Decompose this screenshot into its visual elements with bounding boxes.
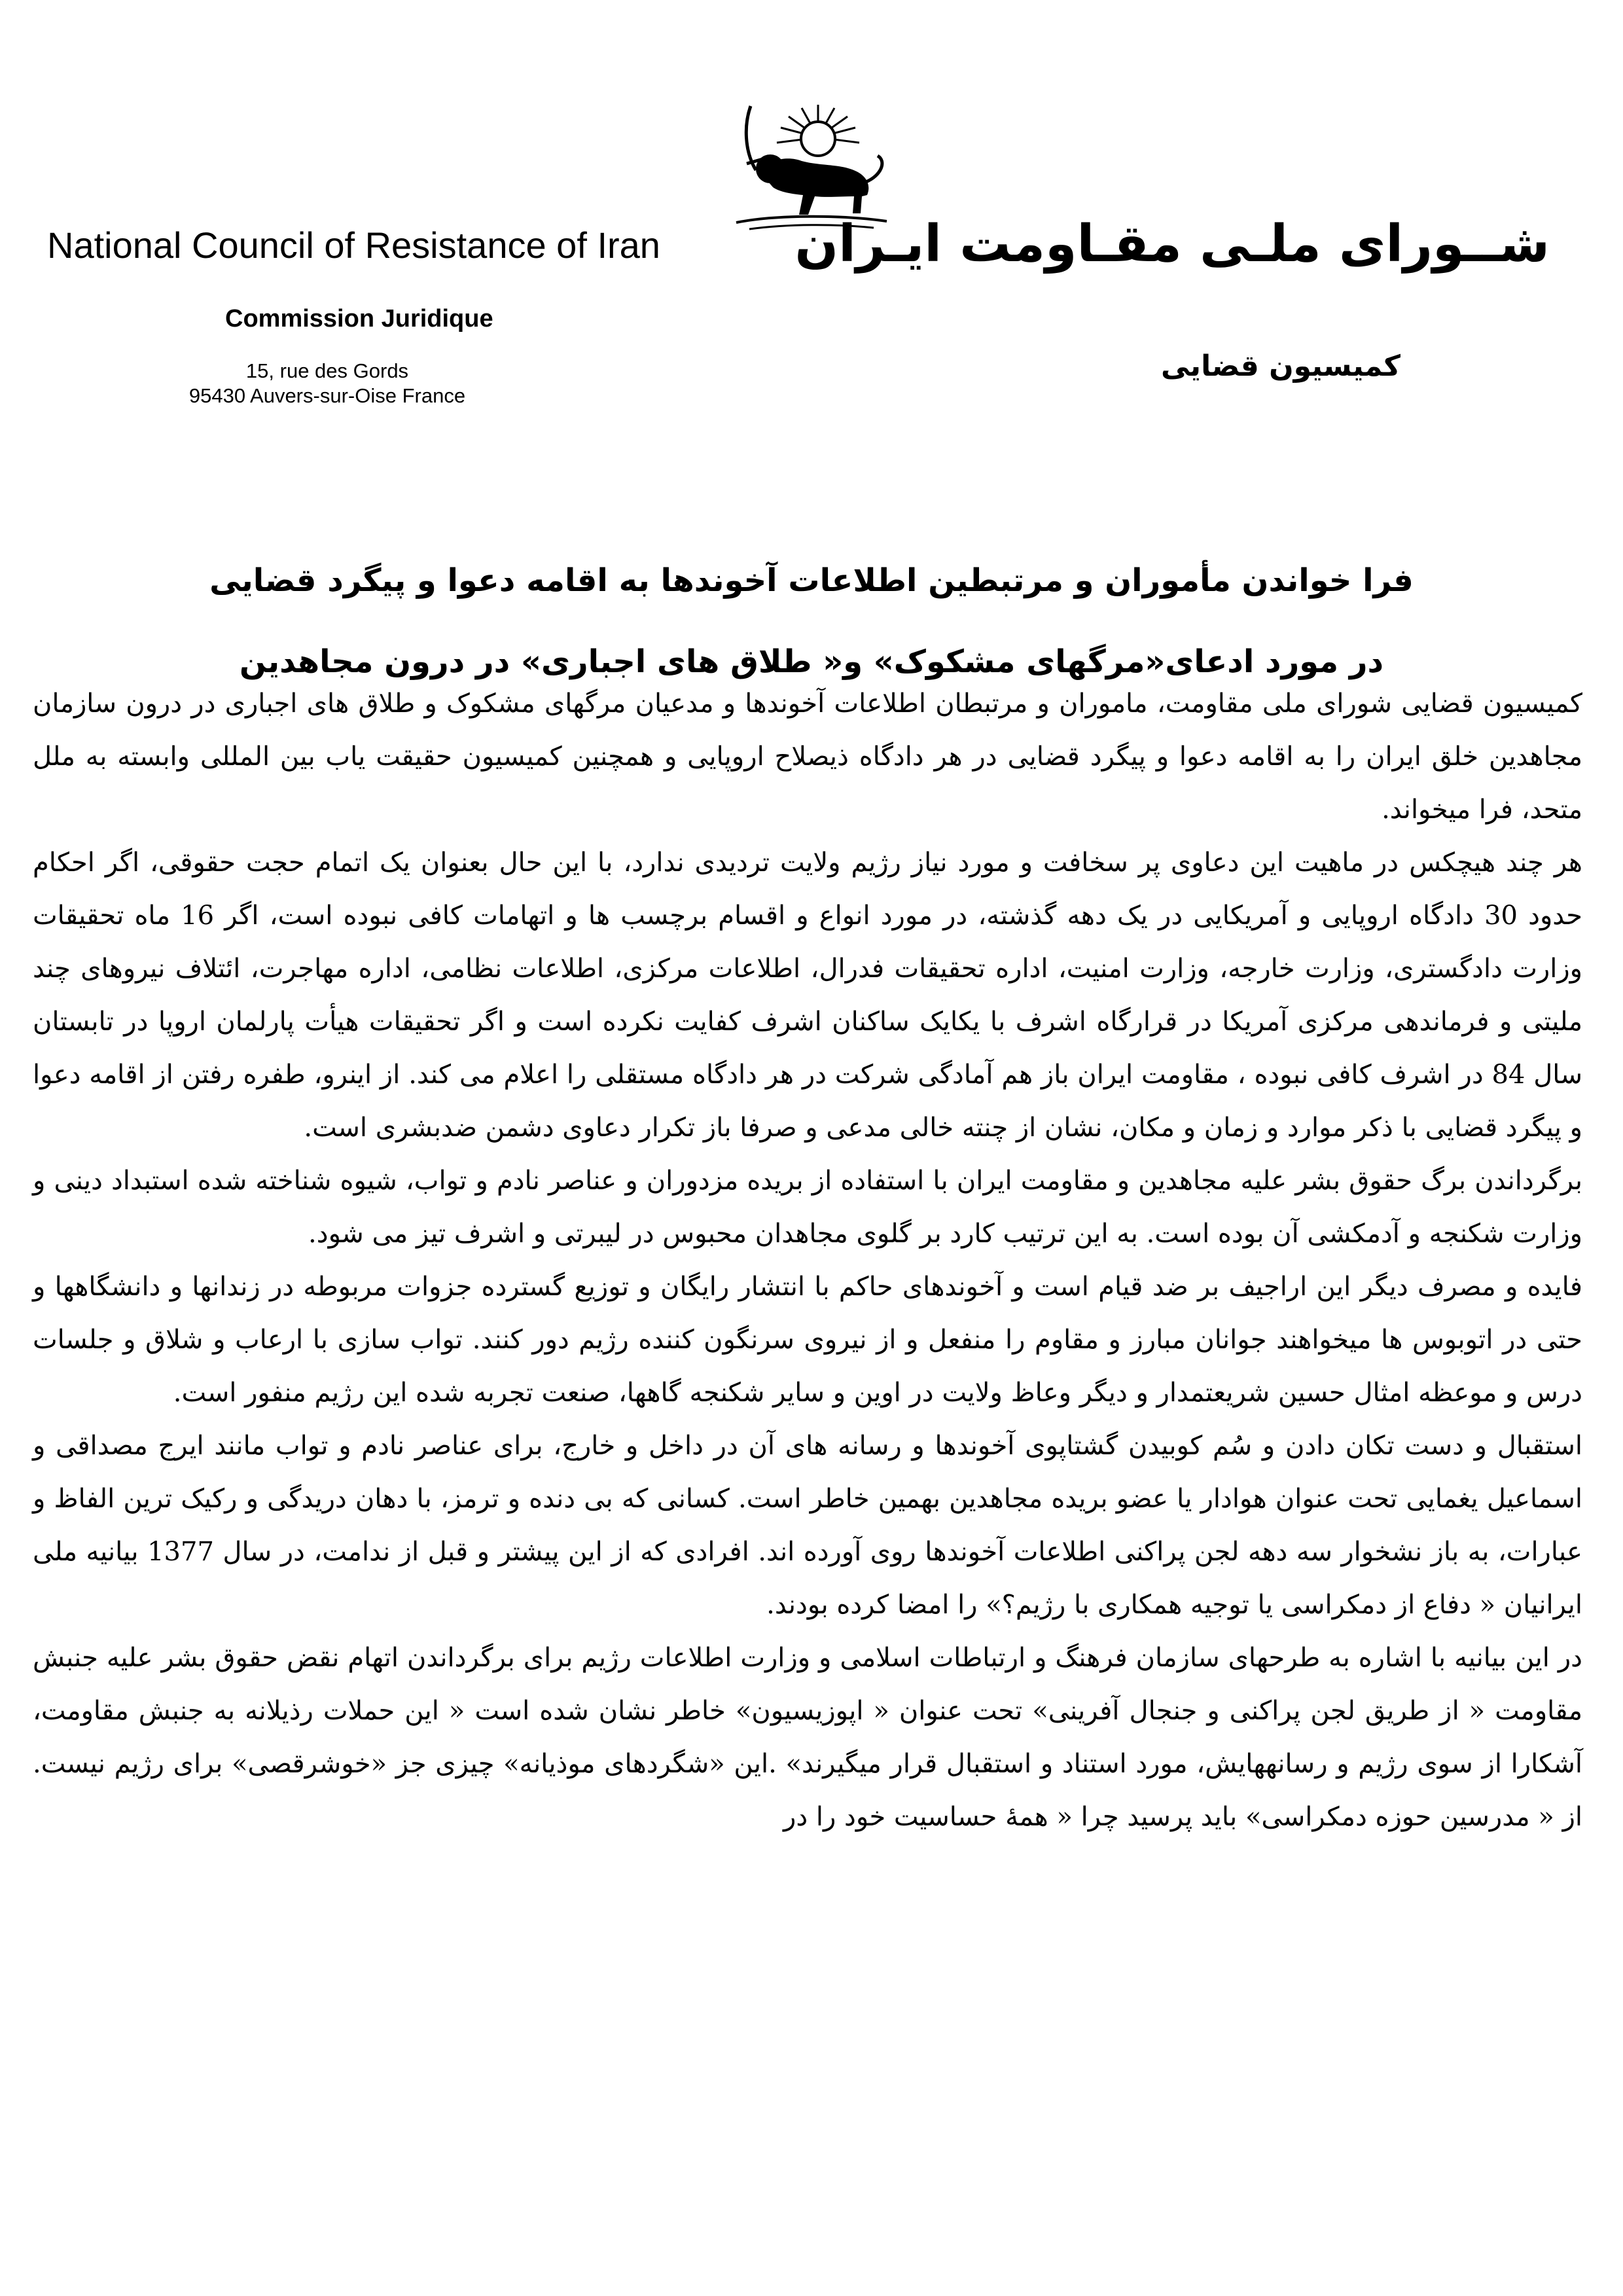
title-line-1: فرا خواندن مأموران و مرتبطین اطلاعات آخوندها به اقامه دعوا و پیگرد قضایی — [209, 562, 1414, 599]
commission-name-en: Commission Juridique — [225, 305, 493, 332]
title-line-2: در مورد ادعای«مرگهای مشکوک» و« طلاق های اجباری» در درون مجاهدین — [239, 643, 1384, 680]
org-name-fa: شــورای ملـی مقـاومت ایـران — [794, 215, 1550, 274]
paragraph: فایده و مصرف دیگر این اراجیف بر ضد قیام است و آخوندهای حاکم با انتشار رایگان و توزیع گسترده جزوات مربوطه در زندانها و دانشگاهها و حتی در اتوبوس ها میخواهند جوانان مبارز و مقاوم را منفعل و از نیروی سرنگون کننده رژیم دور کنند. تواب سازی با ارعاب و شلاق و جلسات درس و موعظه امثال حسین شریعتمدار و دیگر وعاظ ولایت در اوین و سایر شکنجه گاهها، صنعت تجربه شده این رژیم منفور است. — [33, 1272, 1582, 1408]
paragraph: در این بیانیه با اشاره به طرحهای سازمان فرهنگ و ارتباطات اسلامی و وزارت اطلاعات رژیم برای برگرداندن اتهام نقض حقوق بشر علیه جنبش مقاومت « از طریق لجن پراکنی و جنجال آفرینی» تحت عنوان « اپوزیسیون» خاطر نشان شده است « این حملات رذیلانه به جنبش مقاومت، آشکارا از سوی رژیم و رسانههایش، مورد استناد و استقبال قرار میگیرند» .این «شگردهای موذیانه» چیزی جز «خوشرقصی» برای رژیم نیست. از « مدرسین حوزه دمکراسی» باید پرسید چرا « همۀ حساسیت خود را در — [33, 1643, 1582, 1832]
paragraph: کمیسیون قضایی شورای ملی مقاومت، ماموران و مرتبطان اطلاعات آخوندها و مدعیان مرگهای مشکوک و طلاق های اجباری در درون سازمان مجاهدین خلق ایران را به اقامه دعوا و پیگرد قضایی در هر دادگاه ذیصلاح اروپایی و همچنین کمیسیون حقیقت یاب بین المللی وابسته به ملل متحد، فرا میخواند. — [33, 689, 1582, 825]
document-body — [33, 677, 1582, 1844]
commission-name-fa: کمیسیون قضایی — [1161, 350, 1400, 383]
paragraph: هر چند هیچکس در ماهیت این دعاوی پر سخافت و مورد نیاز رژیم ولایت تردیدی ندارد، با این حال بعنوان یک اتمام حجت حقوقی، اگر احکام حدود 30 دادگاه اروپایی و آمریکایی در یک دهه گذشته، در مورد انواع و اقسام برچسب ها و اتهامات کافی نبوده است، اگر 16 ماه تحقیقات وزارت دادگستری، وزارت خارجه، وزارت امنیت، اداره تحقیقات فدرال، اطلاعات مرکزی، اطلاعات نظامی، اداره مهاجرت، ائتلاف نیروهای چند ملیتی و فرماندهی مرکزی آمریکا در قرارگاه اشرف با یکایک ساکنان اشرف کفایت نکرده است و اگر تحقیقات هیأت پارلمان اروپا در تابستان سال 84 در اشرف کافی نبوده ، مقاومت ایران باز هم آمادگی شرکت در هر دادگاه مستقلی را اعلام می کند. از اینرو، طفره رفتن از اقامه دعوا و پیگرد قضایی با ذکر موارد و زمان و مکان، نشان از چنته خالی مدعی و صرفا باز تکرار دعاوی دشمن ضدبشری است. — [33, 848, 1583, 1143]
paragraph: برگرداندن برگ حقوق بشر علیه مجاهدین و مقاومت ایران با استفاده از بریده مزدوران و عناصر نادم و تواب، شیوه شناخته شده استبداد دینی و وزارت شکنجه و آدمکشی آن بوده است. به این ترتیب کارد بر گلوی مجاهدان محبوس در لیبرتی و اشرف تیز می شود. — [33, 1166, 1582, 1249]
address-line: 15, rue des Gords — [245, 359, 409, 382]
address — [118, 359, 537, 408]
address-line: 95430 Auvers-sur-Oise France — [188, 384, 466, 407]
paragraph: استقبال و دست تکان دادن و سُم کوبیدن گشتاپوی آخوندها و رسانه های آن در داخل و خارج، برای عناصر نادم و تواب مانند ایرج مصداقی و اسماعیل یغمایی تحت عنوان هوادار یا عضو بریده مجاهدین بهمین خاطر است. کسانی که بی دنده و ترمز، با دهان دریدگی و رکیک ترین الفاظ و عبارات، به باز نشخوار سه دهه لجن پراکنی اطلاعات آخوندها روی آورده اند. افرادی که از این پیشتر و قبل از ندامت، در سال 1377 بیانیه ملی ایرانیان « دفاع از دمکراسی یا توجیه همکاری با رژیم؟» را امضا کرده بودند. — [33, 1431, 1582, 1620]
org-name-en: National Council of Resistance of Iran — [47, 224, 660, 266]
